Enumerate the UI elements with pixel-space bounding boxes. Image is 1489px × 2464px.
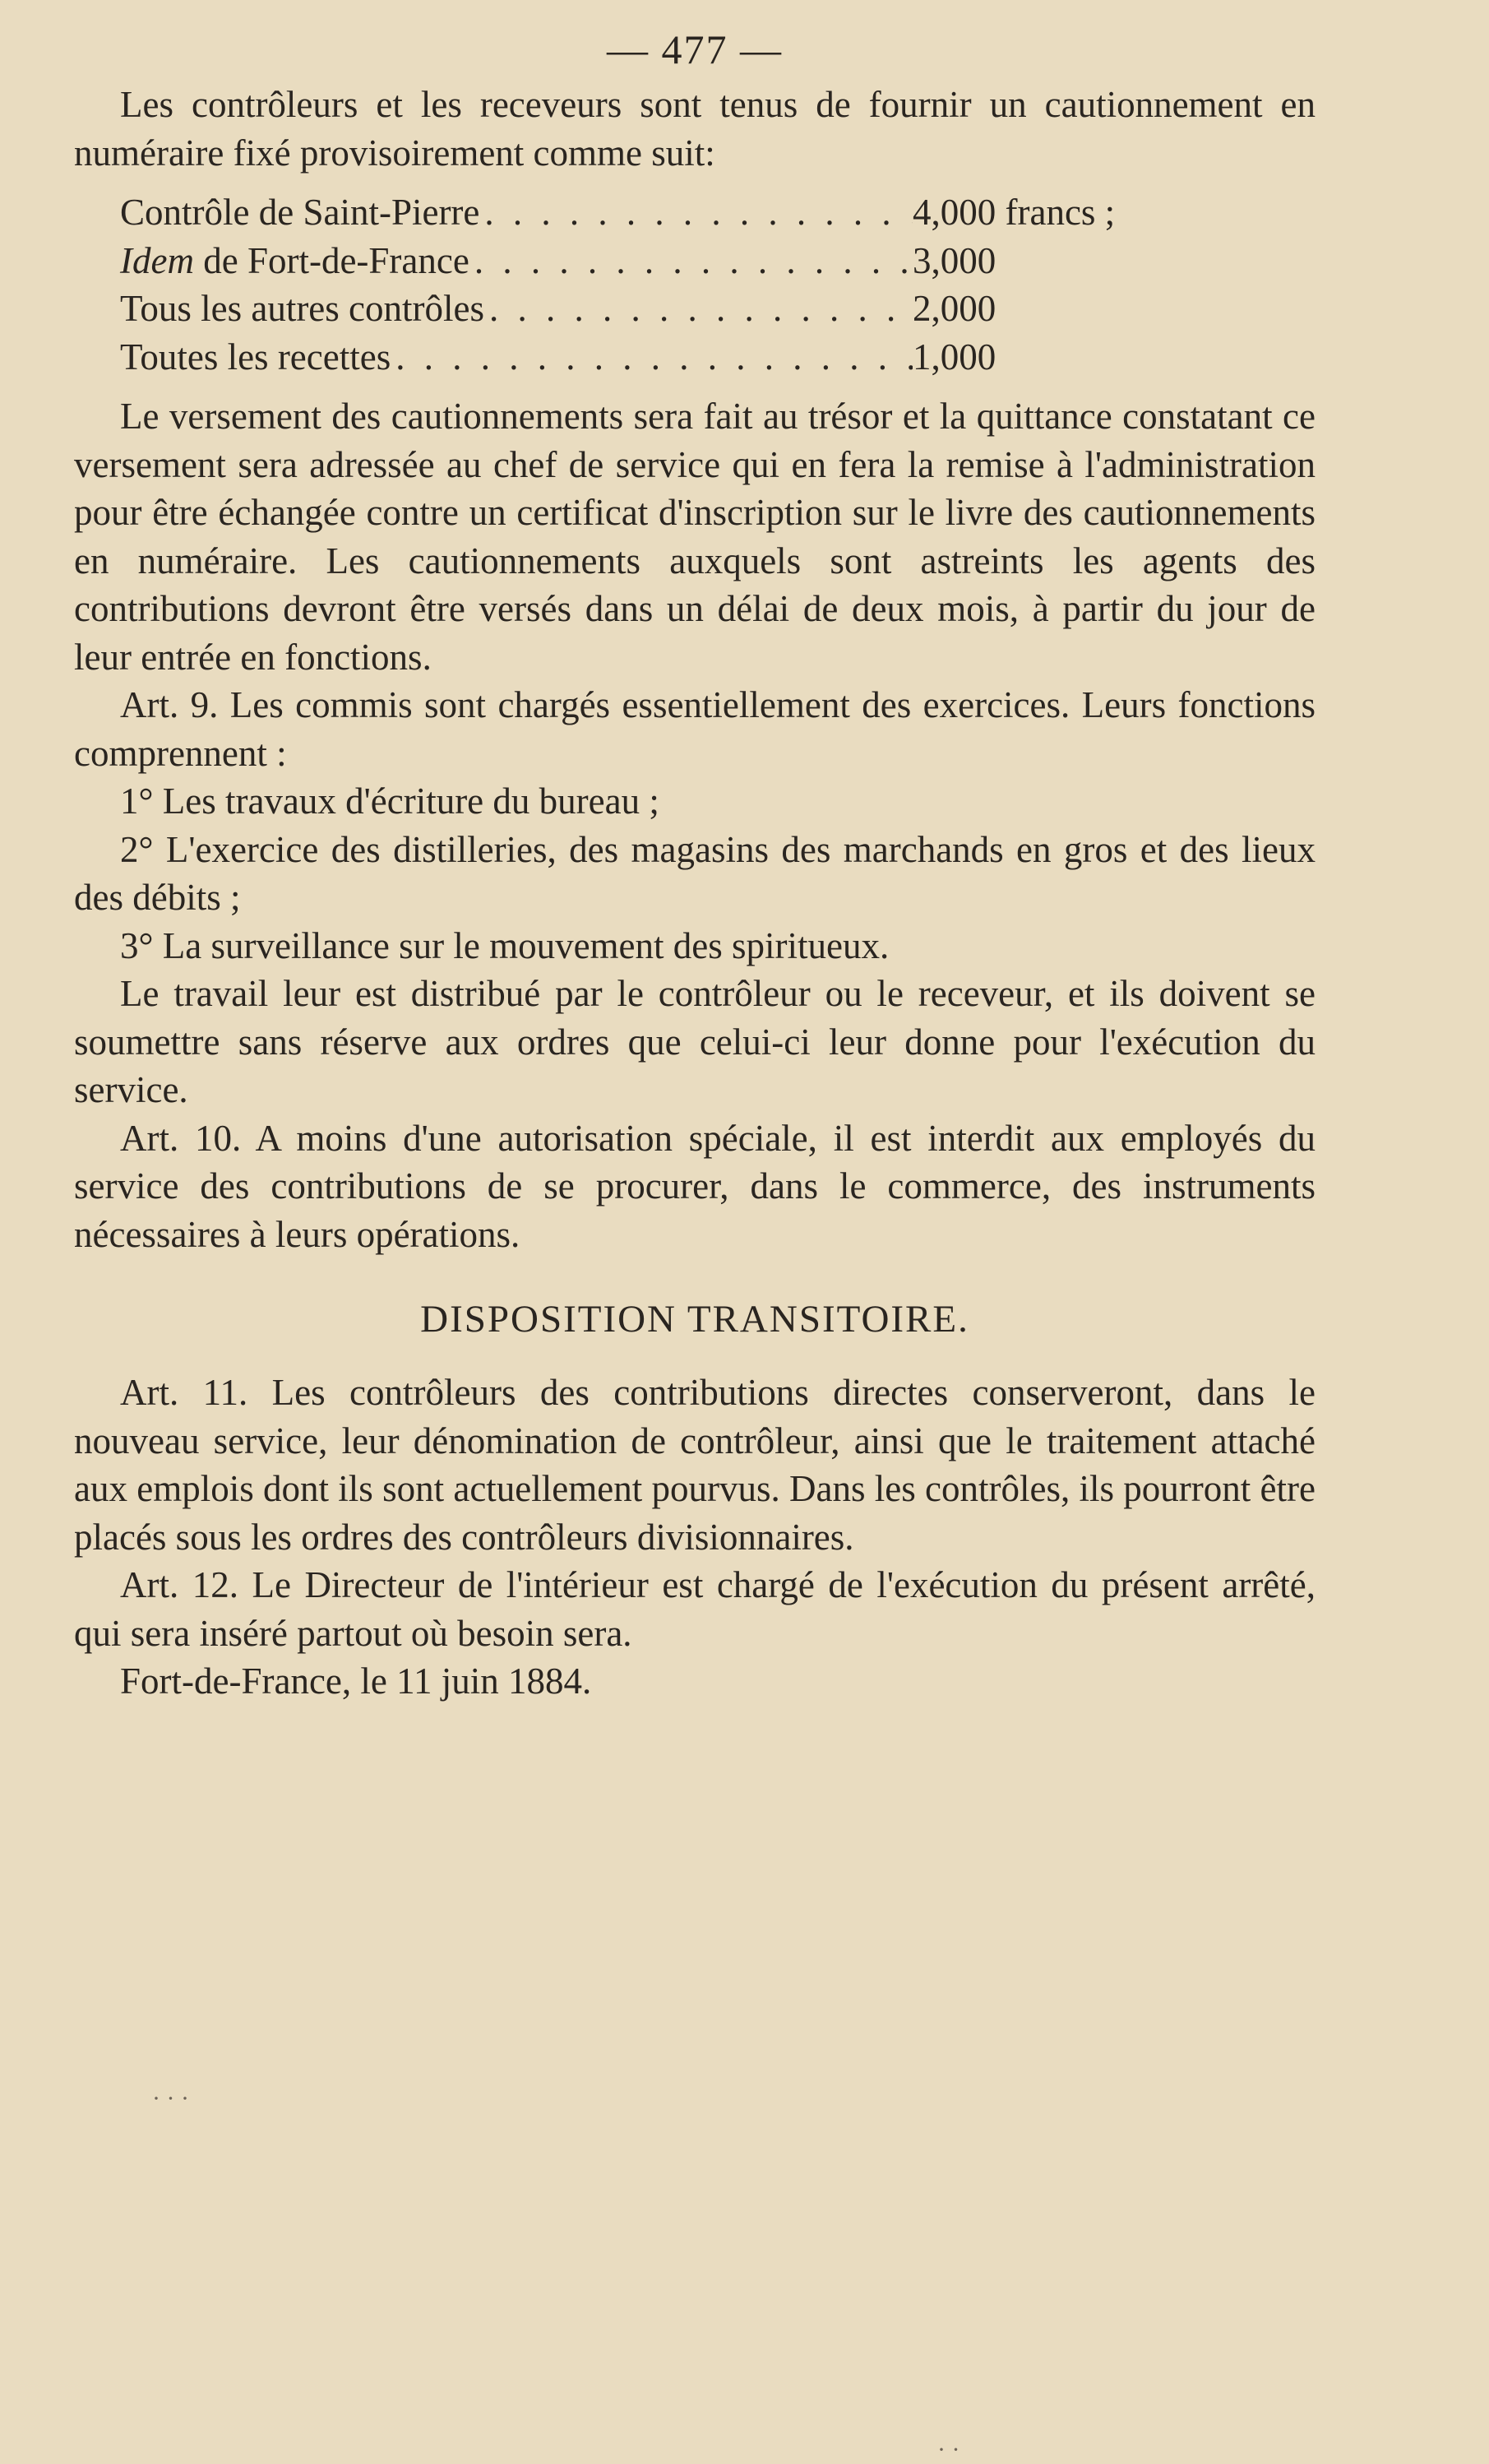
bond-label: Tous les autres contrôles bbox=[120, 288, 484, 329]
bond-amount: 2,000 bbox=[913, 288, 997, 329]
article-9-item: 1° Les travaux d'écriture du bureau ; bbox=[120, 780, 659, 822]
article-9-item: 2° L'exercice des distilleries, des magasins des marchands en gros et des lieux des débits ; bbox=[74, 828, 1316, 918]
article-9-item: 3° La surveillance sur le mouvement des spiritueux. bbox=[120, 924, 890, 966]
print-speck: · · bbox=[937, 2436, 960, 2463]
dot-leader bbox=[469, 237, 913, 285]
bond-label: Toutes les recettes bbox=[120, 336, 391, 377]
bond-table bbox=[120, 188, 1192, 381]
dot-leader bbox=[484, 285, 913, 333]
print-speck: · · · bbox=[152, 2085, 189, 2112]
bond-row bbox=[120, 237, 1192, 285]
section-heading: DISPOSITION TRANSITOIRE. bbox=[420, 1298, 969, 1341]
bond-amount: 3,000 bbox=[913, 239, 997, 281]
document-page bbox=[74, 23, 1316, 1706]
article-12: Art. 12. Le Directeur de l'intérieur est chargé de l'exécution du présent arrêté, qui sera inséré partout où besoin sera. bbox=[74, 1564, 1316, 1654]
article-10: Art. 10. A moins d'une autorisation spéciale, il est interdit aux employés du service des contributions de se procurer, dans le commerce, des instruments nécessaires à leurs opérations. bbox=[74, 1117, 1316, 1255]
dot-leader bbox=[391, 333, 913, 382]
bond-label: Idem de Fort-de-France bbox=[120, 239, 469, 281]
signature-line: Fort-de-France, le 11 juin 1884. bbox=[120, 1660, 592, 1702]
article-9-travail: Le travail leur est distribué par le contrôleur ou le receveur, et ils doivent se soumettre sans réserve aux ordres que celui-ci leur donne pour l'exécution du service. bbox=[74, 973, 1316, 1110]
bond-row bbox=[120, 188, 1192, 237]
bond-row bbox=[120, 285, 1192, 333]
article-11: Art. 11. Les contrôleurs des contributions directes conserveront, dans le nouveau service, leur dénomination de contrôleur, ainsi que le traitement attaché aux emplois dont ils sont actuellement pourvus. Dans les contrôles, ils pourront être placés sous les ordres des contrôleurs divisionnaires. bbox=[74, 1372, 1316, 1558]
article-9-intro: Art. 9. Les commis sont chargés essentiellement des exercices. Leurs fonctions comprennent : bbox=[74, 684, 1316, 774]
intro-paragraph: Les contrôleurs et les receveurs sont tenus de fournir un cautionnement en numéraire fixé provisoirement comme suit: bbox=[74, 84, 1316, 174]
bond-label: Contrôle de Saint-Pierre bbox=[120, 192, 480, 233]
page-number: — 477 — bbox=[607, 26, 783, 72]
bond-amount: 1,000 bbox=[913, 336, 997, 377]
paragraph-versement: Le versement des cautionnements sera fait au trésor et la quittance constatant ce versement sera adressée au chef de service qui en fera la remise à l'administration pour être échangée contre un certificat d'inscription sur le livre des cautionnements en numéraire. Les cautionnements auxquels sont astreints les agents des contributions devront être versés dans un délai de deux mois, à partir du jour de leur entrée en fonctions. bbox=[74, 396, 1316, 678]
dot-leader bbox=[479, 188, 913, 237]
bond-row bbox=[120, 333, 1192, 382]
bond-amount: 4,000 francs ; bbox=[913, 192, 1116, 233]
